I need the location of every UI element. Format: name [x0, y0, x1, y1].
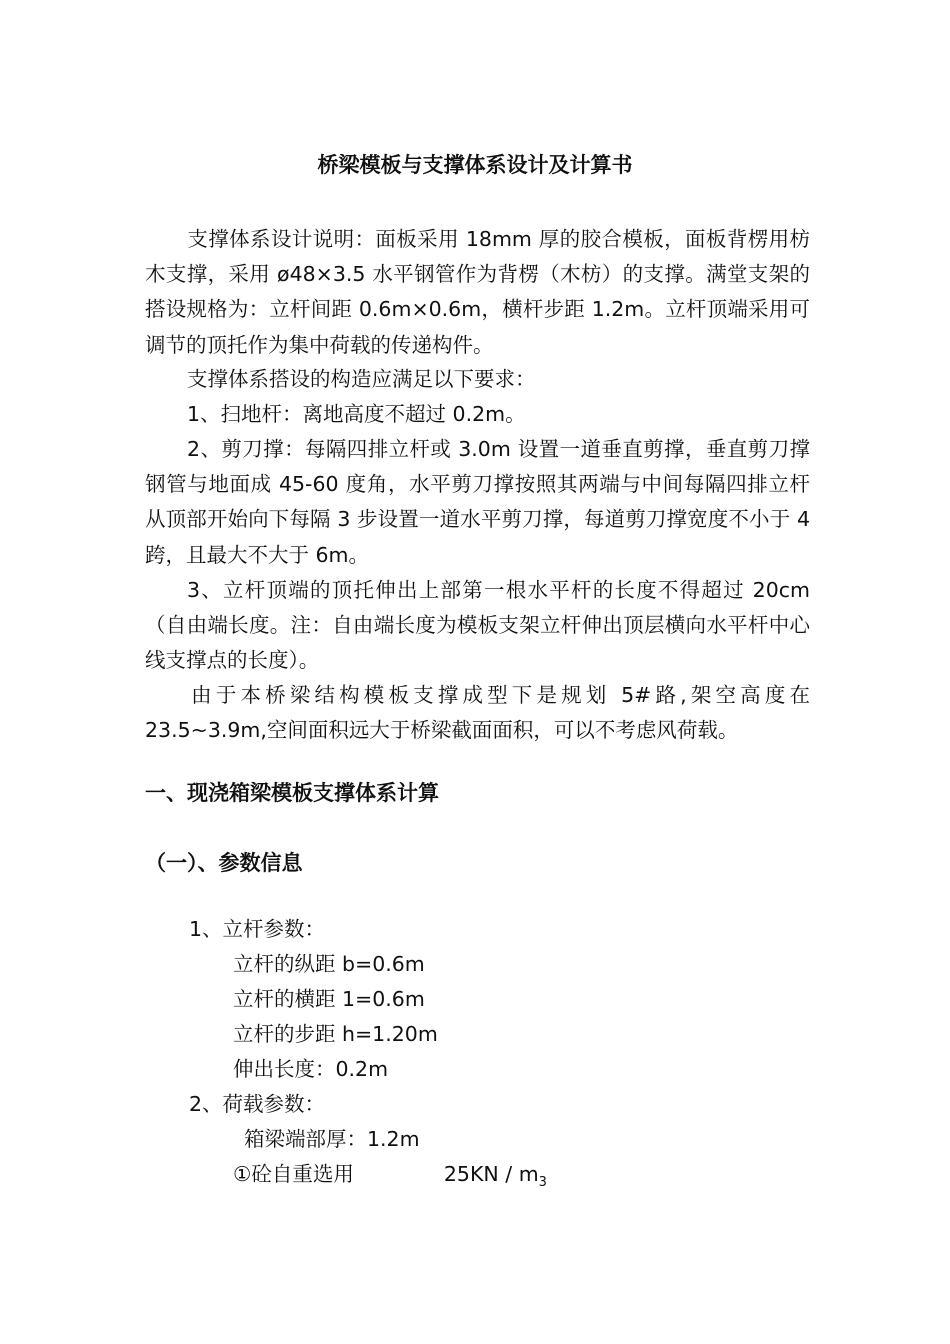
- document-title: 桥梁模板与支撑体系设计及计算书: [317, 153, 633, 177]
- paragraph-text: 支撑体系设计说明：面板采用 18mm 厚的胶合模板，面板背楞用枋木支撑，采用 ø48×3.5 水平钢管作为背楞（木枋）的支撑。满堂支架的搭设规格为：立杆间距 0.6m×0.6m，横杆步距 1.2m。立杆顶端采用可调节的顶托作为集中荷载的传递构件。: [145, 227, 810, 357]
- paragraph-scissor-brace: [145, 432, 810, 573]
- concrete-weight-value: 25KN / m: [443, 1162, 539, 1186]
- concrete-weight-unit-subscript: 3: [538, 1175, 547, 1191]
- section-heading-1: 一、现浇箱梁模板支撑体系计算: [145, 781, 439, 805]
- pole-param-item: 立杆的步距 h=1.20m: [233, 1022, 438, 1046]
- pole-param-item: 立杆的横距 1=0.6m: [233, 987, 425, 1011]
- paragraph-requirements-intro: [145, 362, 810, 397]
- paragraph-design-description: [145, 222, 810, 363]
- pole-param-item: 伸出长度：0.2m: [233, 1057, 389, 1081]
- paragraph-text: 3、立杆顶端的顶托伸出上部第一根水平杆的长度不得超过 20cm（自由端长度。注：自由端长度为模板支架立杆伸出顶层横向水平杆中心线支撑点的长度）。: [145, 578, 810, 673]
- subsection-heading-parameters: （一）、参数信息: [145, 851, 303, 875]
- pole-param-item: 立杆的纵距 b=0.6m: [233, 952, 425, 976]
- paragraph-top-support: [145, 573, 810, 679]
- concrete-weight-label: ①砼自重选用: [233, 1162, 354, 1186]
- paragraph-text: 2、剪刀撑：每隔四排立杆或 3.0m 设置一道垂直剪撑，垂直剪刀撑钢管与地面成 45-60 度角，水平剪刀撑按照其两端与中间每隔四排立杆从顶部开始向下每隔 3 步设置一道水平剪刀撑，每道剪刀撑宽度不小于 4 跨，且最大不大于 6m。: [145, 437, 810, 567]
- paragraph-text: 1、扫地杆：离地高度不超过 0.2m。: [187, 402, 526, 426]
- load-params-label: 2、荷载参数：: [189, 1092, 326, 1116]
- paragraph-sweeping-pole: [145, 397, 810, 432]
- load-param-end-thickness: 箱梁端部厚：1.2m: [244, 1127, 420, 1151]
- paragraph-wind-load: [145, 678, 810, 748]
- load-param-concrete-weight: [233, 1157, 547, 1200]
- paragraph-text: 由于本桥梁结构模板支撑成型下是规划 5#路,架空高度在 23.5~3.9m,空间面积远大于桥梁截面面积，可以不考虑风荷载。: [145, 683, 810, 743]
- pole-params-label: 1、立杆参数：: [189, 917, 326, 941]
- paragraph-text: 支撑体系搭设的构造应满足以下要求：: [187, 367, 536, 391]
